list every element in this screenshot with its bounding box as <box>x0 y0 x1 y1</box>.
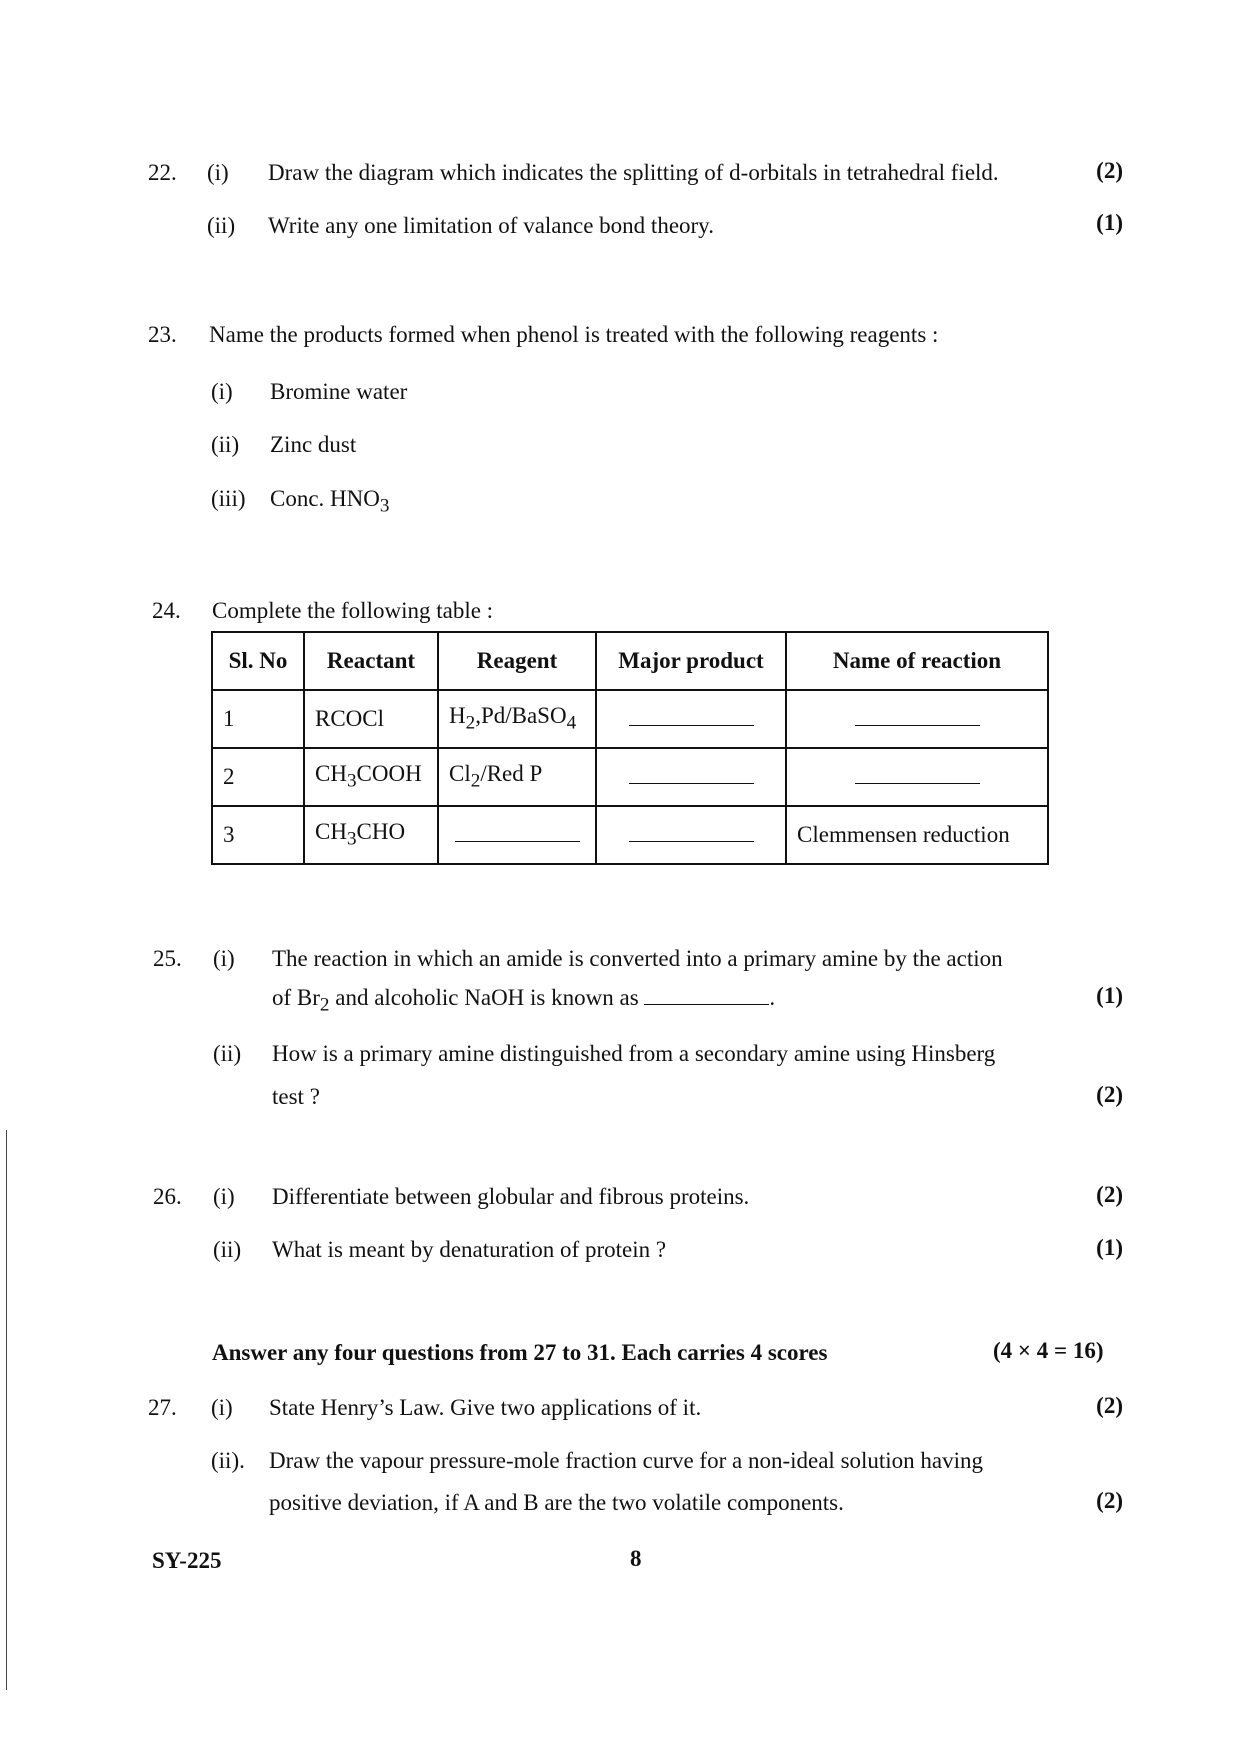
row3-reactant: $CH_3CHO$ <box>304 806 438 864</box>
row3-sl: 3 <box>212 806 304 864</box>
row3-major-product-blank <box>596 806 786 864</box>
q26-number: 26. <box>153 1184 182 1209</box>
q24-number: 24. <box>152 598 181 623</box>
q22-ii-label: (ii) <box>207 213 236 238</box>
q26-ii-label: (ii) <box>213 1237 242 1262</box>
q22-ii-text: Write any one limitation of valance bond theory. <box>268 213 714 238</box>
row2-reagent: $Cl_2$/Red P <box>438 748 596 806</box>
q26-i-text: Differentiate between globular and fibrous proteins. <box>272 1184 750 1209</box>
q23-number: 23. <box>148 322 177 347</box>
q23-item-3-text: Conc. $HNO_3$ <box>270 486 390 517</box>
q25-ii-line2: test ? <box>272 1084 320 1109</box>
row1-sl: 1 <box>212 690 304 748</box>
reaction-table <box>211 631 1049 865</box>
q27-i-marks: (2) <box>1096 1393 1123 1418</box>
table-header-row <box>212 632 1048 690</box>
row2-reaction-blank <box>786 748 1048 806</box>
row2-reactant: $CH_3COOH$ <box>304 748 438 806</box>
q26-ii-marks: (1) <box>1096 1235 1123 1260</box>
section-total: (4 × 4 = 16) <box>993 1338 1104 1363</box>
q25-number: 25. <box>153 946 182 971</box>
q23-text: Name the products formed when phenol is treated with the following reagents : <box>209 322 939 347</box>
footer-code: SY-225 <box>152 1548 222 1573</box>
q23-item-1-label: (i) <box>211 379 233 404</box>
q23-item-1-text: Bromine water <box>270 379 408 404</box>
row1-major-product-blank <box>596 690 786 748</box>
header-reactant: Reactant <box>304 632 438 690</box>
q25-i-marks: (1) <box>1096 983 1123 1008</box>
q25-i-line2: of $Br_2$ and alcoholic NaOH is known as . <box>272 985 776 1016</box>
row2-sl: 2 <box>212 748 304 806</box>
q27-ii-line1: Draw the vapour pressure-mole fraction curve for a non-ideal solution having <box>269 1448 984 1473</box>
q25-ii-marks: (2) <box>1096 1082 1123 1107</box>
header-sl-no: Sl. No <box>212 632 304 690</box>
section-instruction: Answer any four questions from 27 to 31. Each carries 4 scores <box>212 1340 828 1365</box>
q23-item-3-label: (iii) <box>211 486 246 511</box>
row2-major-product-blank <box>596 748 786 806</box>
row3-reagent-blank <box>438 806 596 864</box>
q27-i-text: State Henry’s Law. Give two applications of it. <box>269 1395 702 1420</box>
q23-item-2-text: Zinc dust <box>270 432 357 457</box>
q22-i-marks: (2) <box>1096 158 1123 183</box>
q22-i-label: (i) <box>207 160 229 185</box>
header-name-of-reaction: Name of reaction <box>786 632 1048 690</box>
q27-ii-label: (ii). <box>211 1448 245 1473</box>
q23-item-2-label: (ii) <box>211 432 240 457</box>
table-row <box>212 806 1048 864</box>
q22-i-text: Draw the diagram which indicates the splitting of d-orbitals in tetrahedral field. <box>268 160 999 185</box>
scan-margin-line <box>6 1130 7 1690</box>
q25-ii-line1: How is a primary amine distinguished from a secondary amine using Hinsberg <box>272 1041 996 1066</box>
q22-number: 22. <box>148 160 177 185</box>
row1-reagent: $H_2,Pd/BaSO_4$ <box>438 690 596 748</box>
row3-reaction: Clemmensen reduction <box>786 806 1048 864</box>
table-row <box>212 748 1048 806</box>
q25-i-line1: The reaction in which an amide is converted into a primary amine by the action <box>272 946 1003 971</box>
table-row <box>212 690 1048 748</box>
q24-text: Complete the following table : <box>212 598 494 623</box>
q27-ii-line2: positive deviation, if A and B are the two volatile components. <box>269 1490 844 1515</box>
header-major-product: Major product <box>596 632 786 690</box>
row1-reactant: RCOCl <box>304 690 438 748</box>
q27-number: 27. <box>148 1395 177 1420</box>
q27-i-label: (i) <box>211 1395 233 1420</box>
q25-answer-blank <box>644 986 769 1005</box>
q27-ii-marks: (2) <box>1096 1488 1123 1513</box>
q26-i-marks: (2) <box>1096 1182 1123 1207</box>
header-reagent: Reagent <box>438 632 596 690</box>
q25-ii-label: (ii) <box>213 1041 242 1066</box>
q22-ii-marks: (1) <box>1096 210 1123 235</box>
q25-i-label: (i) <box>213 946 235 971</box>
page-number: 8 <box>630 1546 642 1571</box>
q26-i-label: (i) <box>213 1184 235 1209</box>
q26-ii-text: What is meant by denaturation of protein ? <box>272 1237 667 1262</box>
row1-reaction-blank <box>786 690 1048 748</box>
